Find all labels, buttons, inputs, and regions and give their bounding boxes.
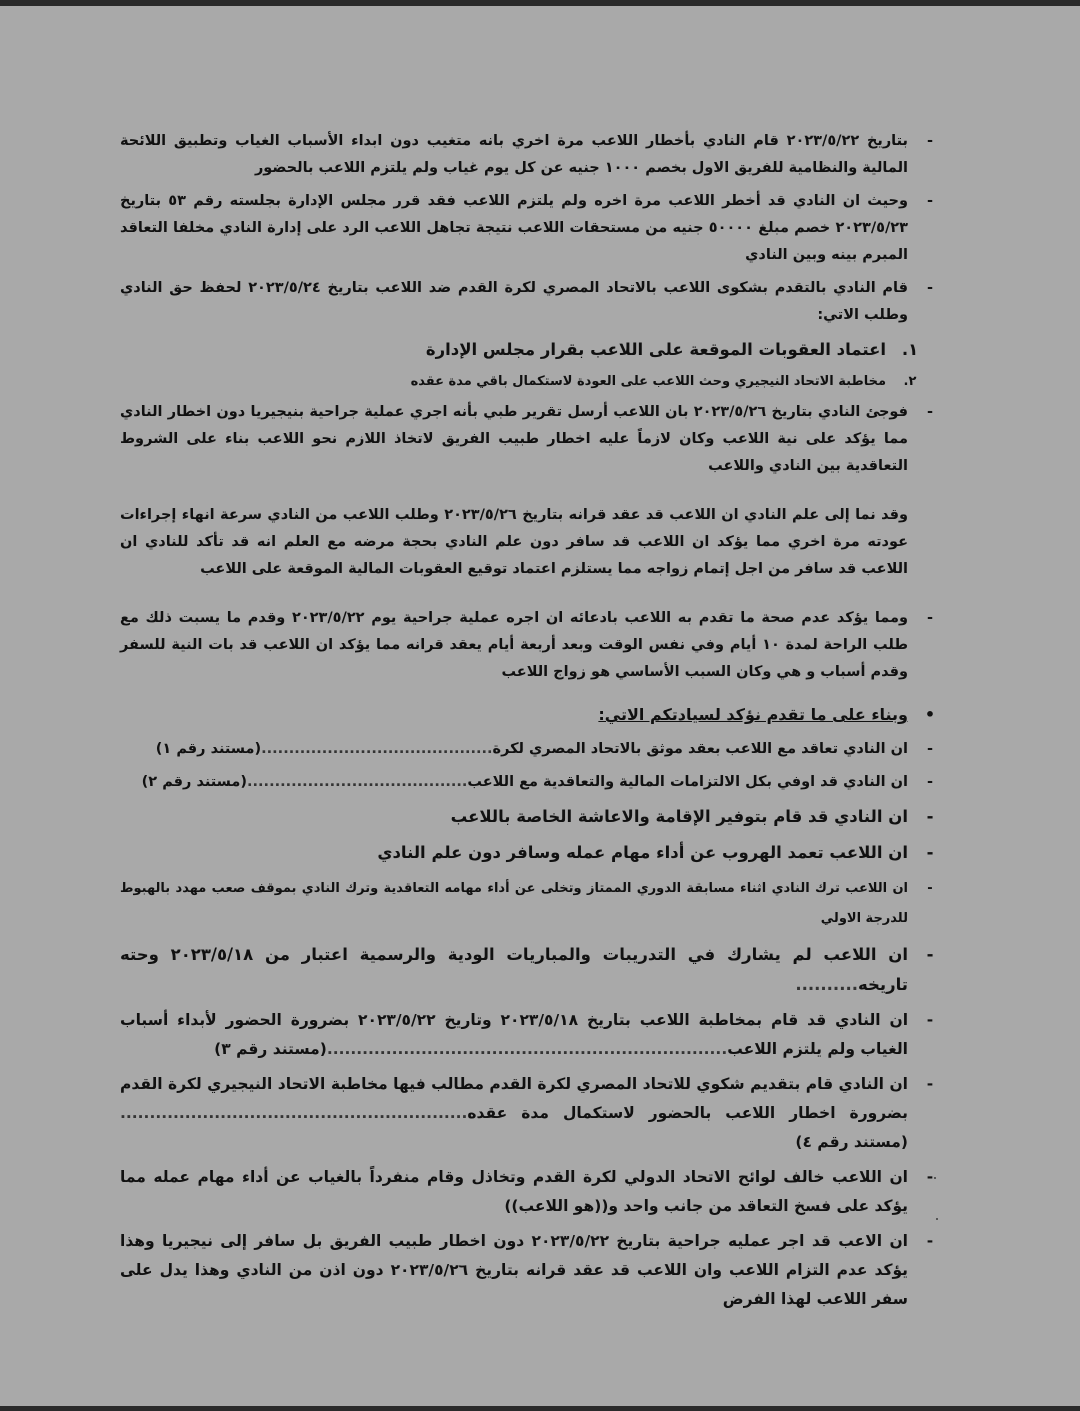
dash-marker: - (926, 945, 934, 964)
dash-marker: - (926, 1075, 934, 1093)
dot-leader: ........................................ (247, 774, 468, 790)
dash-marker: - (926, 741, 934, 757)
point-accommodation (120, 802, 940, 832)
paragraph-complaint (120, 275, 940, 329)
dash-marker: - (927, 881, 933, 896)
point-text: ان اللاعب تعمد الهروب عن أداء مهام عمله وسافر دون علم النادي (377, 843, 908, 862)
bullet-marker: • (924, 705, 936, 724)
paragraph-text: وحيث ان النادي قد أخطر اللاعب مرة اخره ولم يلتزم اللاعب فقد قرر مجلس الإدارة بجلسته رقم ٥٣ بتاريخ ٢٠٢٣/٥/٢٣ خصم مبلغ ٥٠٠٠٠ جنيه من مستحقات اللاعب نتيجة تجاهل اللاعب الرد على إدارة النادي مخلفا التعاقد المبرم بينه وبين النادي (120, 193, 908, 263)
dash-marker: - (926, 280, 934, 296)
paragraph-warning-0522 (120, 128, 940, 182)
point-text: ان اللاعب خالف لوائح الاتحاد الدولي لكرة القدم وتخاذل وقام منفرداً بالغياب عن أداء مهام عمله مما يؤكد على فسخ التعاقد من جانب واحد و((هو اللاعب)) (120, 1168, 908, 1215)
dash-marker: - (926, 1011, 934, 1029)
point-contract (120, 736, 940, 763)
point-obligations (120, 769, 940, 796)
paragraph-marriage (120, 502, 940, 583)
number-marker: ١. (901, 340, 919, 359)
paragraph-evidence (120, 605, 940, 686)
numbered-item-text: اعتماد العقوبات الموقعة على اللاعب بقرار مجلس الإدارة (425, 340, 886, 359)
paragraph-text: بتاريخ ٢٠٢٣/٥/٢٢ قام النادي بأخطار اللاعب مرة اخري بانه متغيب دون ابداء الأسباب الغياب وتطبيق اللائحة المالية والنظامية للفريق الاول بخصم ١٠٠٠ جنيه عن كل يوم غياب ولم يلتزم اللاعب بالحضور (120, 133, 908, 176)
dash-marker: - (926, 1168, 934, 1186)
point-notification (120, 1006, 940, 1064)
document-page (120, 128, 940, 1320)
numbered-item-1 (120, 335, 940, 365)
numbered-item-2 (120, 371, 940, 393)
number-marker: ٢. (903, 374, 917, 389)
dash-marker: - (926, 774, 934, 790)
dash-marker: - (926, 843, 934, 862)
point-text: ان النادي تعاقد مع اللاعب بعقد موثق بالاتحاد المصري لكرة (492, 741, 908, 757)
section-heading (120, 700, 940, 730)
point-text: ان النادي قد قام بتوفير الإقامة والاعاشة الخاصة باللاعب (450, 807, 908, 826)
dash-marker: - (926, 193, 934, 209)
heading-text: وبناء على ما تقدم نؤكد لسيادتكم الاتي: (598, 705, 908, 724)
paragraph-text: فوجئ النادي بتاريخ ٢٠٢٣/٥/٢٦ بان اللاعب أرسل تقرير طبي بأنه اجري عملية جراحية بنيجيريا دون اخطار النادي مما يؤكد على نية اللاعب وكان لازماً عليه اخطار طبيب الفريق لاتخاذ اللازم نحو اللاعب بناء على الشروط التعاقدية بين النادي واللاعب (120, 404, 908, 474)
numbered-item-text: مخاطبة الاتحاد النيجيري وحث اللاعب على العودة لاستكمال باقي مدة عقده (410, 374, 886, 389)
point-left-club (120, 874, 940, 934)
dash-marker: - (926, 807, 934, 826)
point-surgery (120, 1227, 940, 1314)
document-reference: (مستند رقم ٤) (795, 1133, 908, 1151)
top-frame-edge (0, 0, 1080, 6)
document-reference: (مستند رقم ١) (155, 741, 262, 757)
point-no-training (120, 940, 940, 1000)
dash-marker: - (926, 1232, 934, 1250)
scan-speck (934, 1177, 936, 1179)
dot-leader: ........................................................... (120, 1104, 468, 1122)
point-text: ان النادي قام بتقديم شكوي للاتحاد المصري لكرة القدم مطالب فيها مخاطبة الاتحاد النيجيري لكرة القدم بضرورة اخطار اللاعب بالحضور لاستكمال مدة عقده (120, 1075, 908, 1122)
point-fifa-violation (120, 1163, 940, 1221)
paragraph-board-decision (120, 188, 940, 269)
point-text: ان النادي قد قام بمخاطبة اللاعب بتاريخ ٢٠٢٣/٥/١٨ وتاريخ ٢٠٢٣/٥/٢٢ بضرورة الحضور لأبداء أسباب الغياب ولم يلتزم اللاعب (120, 1011, 909, 1058)
dash-marker: - (926, 133, 934, 149)
dot-leader: .................................................................... (326, 1040, 728, 1058)
point-complaint-filed (120, 1070, 940, 1157)
point-text: ان النادي قد اوفي بكل الالتزامات المالية والتعاقدية مع اللاعب (467, 774, 908, 790)
point-text: ان اللاعب لم يشارك في التدريبات والمباريات الودية والرسمية اعتبار من ٢٠٢٣/٥/١٨ وحته تاريخه (120, 945, 908, 994)
dash-marker: - (926, 610, 934, 626)
point-text: ان الاعب قد اجر عمليه جراحية بتاريخ ٢٠٢٣/٥/٢٢ دون اخطار طبيب الفريق بل سافر إلى نيجيريا وهذا يؤكد عدم التزام اللاعب وان اللاعب قد عقد قرانه بتاريخ ٢٠٢٣/٥/٢٦ دون اذن من النادي وهذا يدل على سفر اللاعب لهذا الفرض (120, 1232, 909, 1308)
point-text: ان اللاعب ترك النادي اثناء مسابقة الدوري الممتاز وتخلى عن أداء مهامه التعاقدية وترك النادي بموقف صعب مهدد بالهبوط للدرجة الاولي (120, 881, 908, 926)
paragraph-medical-report (120, 399, 940, 480)
paragraph-text: ومما يؤكد عدم صحة ما تقدم به اللاعب بادعائه ان اجره عملية جراحية يوم ٢٠٢٣/٥/٢٢ وقدم ما يسبت ذلك مع طلب الراحة لمدة ١٠ أيام وفي نفس الوقت وبعد أربعة أيام يعقد قرانه مما يؤكد ان اللاعب قد بات النية للسفر وقدم أسباب و هي وكان السبب الأساسي هو زواج اللاعب (120, 610, 908, 680)
document-reference: (مستند رقم ٣) (214, 1040, 327, 1058)
scan-speck (936, 1218, 938, 1220)
dot-leader: .......................................... (261, 741, 493, 757)
paragraph-text: قام النادي بالتقدم بشكوى اللاعب بالاتحاد المصري لكرة القدم ضد اللاعب بتاريخ ٢٠٢٣/٥/٢٤ لحفظ حق النادي وطلب الاتي: (120, 280, 908, 323)
dash-marker: - (926, 404, 934, 420)
point-escape (120, 838, 940, 868)
bottom-frame-edge (0, 1406, 1080, 1411)
dot-leader: .......... (795, 975, 859, 994)
document-reference: (مستند رقم ٢) (141, 774, 248, 790)
paragraph-text: وقد نما إلى علم النادي ان اللاعب قد عقد قرانه بتاريخ ٢٠٢٣/٥/٢٦ وطلب اللاعب من النادي سرعة انهاء إجراءات عودته مرة اخري مما يؤكد ان اللاعب قد سافر دون علم النادي بحجة مرضه مع العلم انه قد تأكد للنادي ان اللاعب قد سافر من اجل إتمام زواجه مما يستلزم اعتماد توقيع العقوبات المالية الموقعة على اللاعب (120, 507, 908, 577)
